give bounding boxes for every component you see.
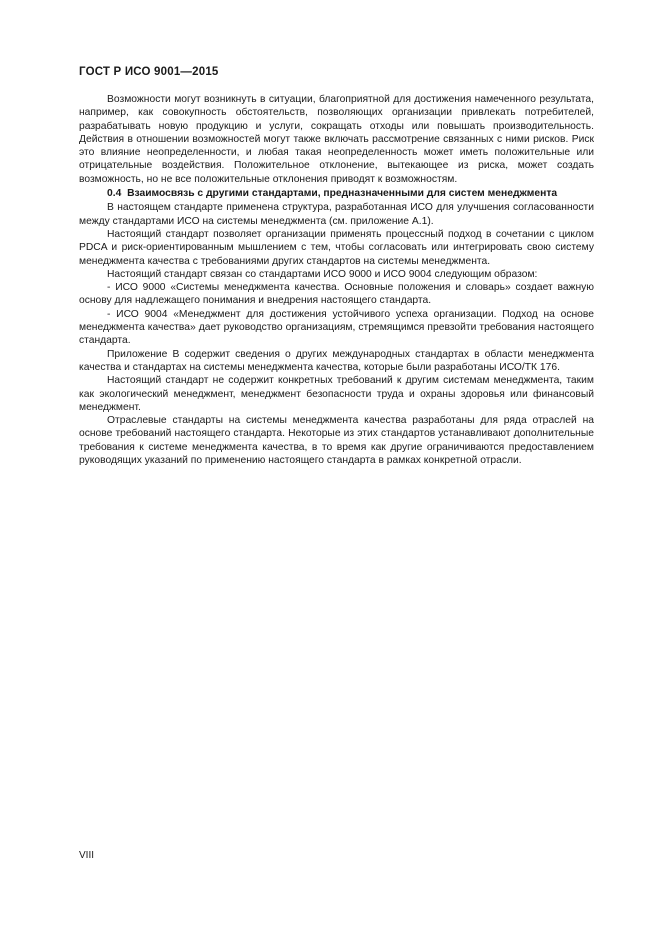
page-number: VIII [79, 850, 95, 861]
paragraph: Настоящий стандарт позволяет организации применять процессный подход в сочетании с циклом PDCA и риск-ориентированным мышлением с тем, чтобы согласовать или интегрировать свою систему менеджмента качества с требованиями других стандартов на системы менеджмента. [79, 228, 594, 267]
section-heading [79, 187, 594, 200]
paragraph: Настоящий стандарт не содержит конкретных требований к другим системам менеджмента, таким как экологический менеджмент, менеджмент безопасности труда и охраны здоровья или финансовый менеджмент. [79, 375, 594, 413]
paragraph: Настоящий стандарт связан со стандартами ИСО 9000 и ИСО 9004 следующим образом: [107, 268, 538, 280]
paragraph: Приложение В содержит сведения о других международных стандартах в области менеджмента качества и стандартах на системы менеджмента качества, которые были разработаны ИСО/ТК 176. [79, 348, 594, 373]
section-title: Взаимосвязь с другими стандартами, предназначенными для систем менеджмента [127, 188, 558, 200]
paragraph: Отраслевые стандарты на системы менеджмента качества разработаны для ряда отраслей на основе требований настоящего стандарта. Некоторые из этих стандартов устанавливают дополнительные требования к системе менеджмента качества, в то время как другие ограничиваются предоставлением руководящих указаний по применению настоящего стандарта в рамках конкретной отрасли. [79, 415, 594, 467]
page-body [79, 93, 594, 467]
list-item: - ИСО 9000 «Системы менеджмента качества. Основные положения и словарь» создает важную основу для надлежащего понимания и внедрения настоящего стандарта. [79, 282, 594, 307]
paragraph: Возможности могут возникнуть в ситуации, благоприятной для достижения намеченного результата, например, как совокупность обстоятельств, позволяющих организации привлекать потребителей, разрабатывать новую продукцию и услуги, сокращать отходы или повышать производительность. Действия в отношении возможностей могут также включать рассмотрение связанных с ними рисков. Риск это влияние неопределенности, и любая такая неопределенность может иметь положительные или отрицательные воздействия. Положительное отклонение, вытекающее из риска, может создать возможность, но не все положительные отклонения приводят к возможностям. [79, 94, 594, 185]
page-header: ГОСТ Р ИСО 9001—2015 [79, 66, 219, 78]
paragraph: В настоящем стандарте применена структура, разработанная ИСО для улучшения согласованности между стандартами ИСО на системы менеджмента (см. приложение А.1). [79, 202, 594, 227]
section-number: 0.4 [107, 188, 122, 200]
list-item: - ИСО 9004 «Менеджмент для достижения устойчивого успеха организации. Подход на основе менеджмента качества» дает руководство организациям, стремящимся превзойти требования настоящего стандарта. [79, 308, 594, 347]
